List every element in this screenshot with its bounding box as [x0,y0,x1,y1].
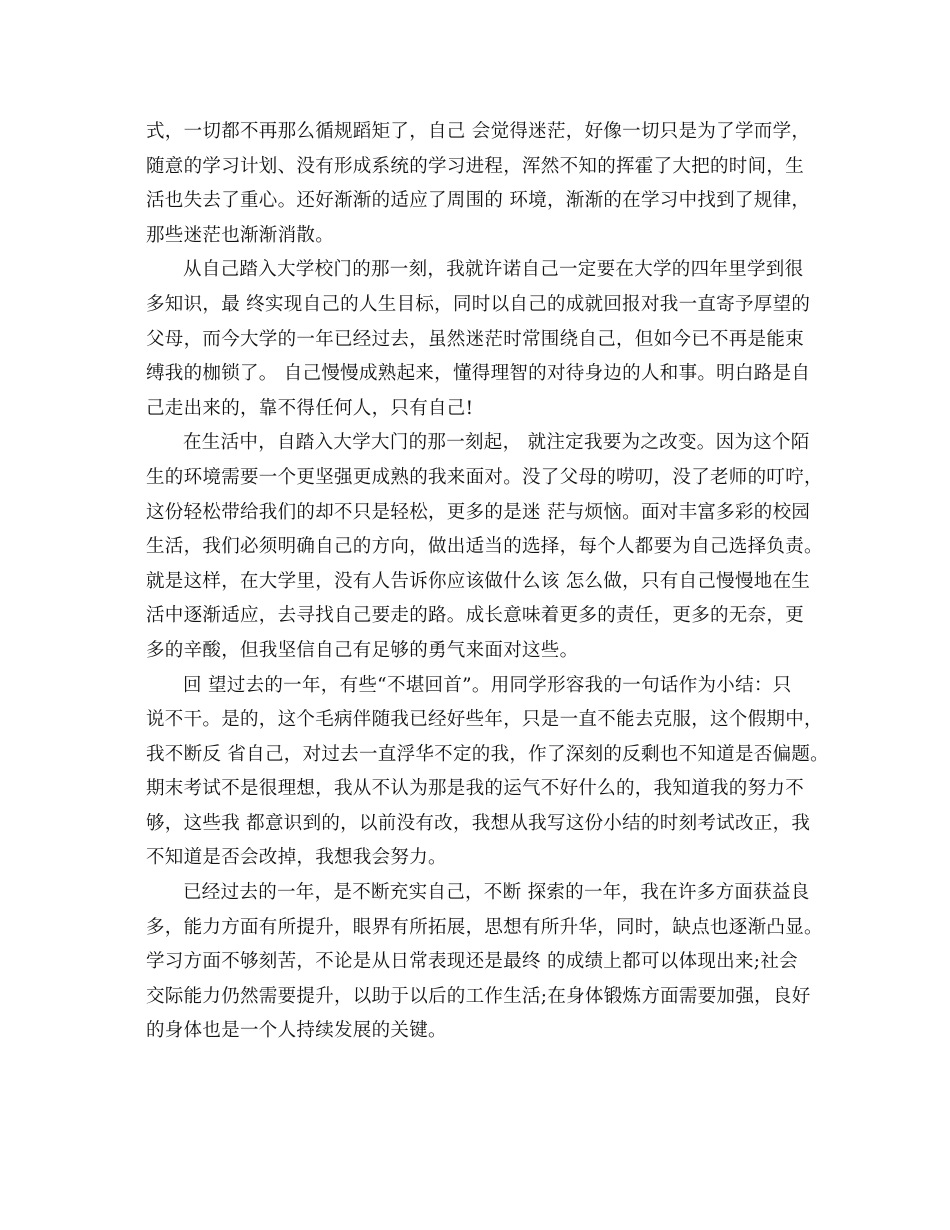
text-line: 学习方面不够刻苦，不论是从日常表现还是最终 的成绩上都可以体现出来;社会 [146,951,798,973]
text-line: 多，能力方面有所提升，眼界有所拓展，思想有所升华，同时，缺点也逐渐凸显。 [146,916,823,938]
body-text [146,115,829,1049]
paragraph-first-line: 在生活中，自踏入大学大门的那一刻起， 就注定我要为之改变。因为这个陌 [183,432,810,454]
text-line: 多知识，最 终实现自己的人生目标，同时以自己的成就回报对我一直寄予厚望的 [146,293,811,315]
text-line: 式，一切都不再那么循规蹈矩了，自己 会觉得迷茫，好像一切只是为了学而学， [146,121,811,142]
text-line: 生活，我们必须明确自己的方向，做出适当的选择，每个人都要为自己选择负责。 [146,536,823,558]
text-line: 就是这样，在大学里，没有人告诉你应该做什么该 怎么做，只有自己慢慢地在生 [146,570,811,592]
text-line: 己走出来的，靠不得任何人，只有自己! [146,397,474,419]
text-line: 的身体也是一个人持续发展的关键。 [146,1020,447,1042]
text-line: 多的辛酸，但我坚信自己有足够的勇气来面对这些。 [146,639,579,661]
text-line: 活中逐渐适应，去寻找自己要走的路。成长意味着更多的责任，更多的无奈，更 [146,605,805,627]
text-line: 活也失去了重心。还好渐渐的适应了周围的 环境，渐渐的在学习中找到了规律， [146,190,811,212]
text-line: 缚我的枷锁了。 自己慢慢成熟起来，懂得理智的对待身边的人和事。明白路是自 [146,363,811,385]
text-line: 说不干。是的，这个毛病伴随我已经好些年，只是一直不能去克服，这个假期中， [146,709,823,731]
paragraph-first-line: 从自己踏入大学校门的那一刻，我就许诺自己一定要在大学的四年里学到很 [183,259,804,281]
text-line: 交际能力仍然需要提升，以助于以后的工作生活;在身体锻炼方面需要加强，良好 [146,985,811,1007]
text-line: 这份轻松带给我们的却不只是轻松，更多的是迷 茫与烦恼。面对丰富多彩的校园 [146,501,811,523]
paragraph-first-line: 已经过去的一年，是不断充实自己，不断 探索的一年，我在许多方面获益良 [183,882,810,904]
text-line: 够，这些我 都意识到的，以前没有改，我想从我写这份小结的时刻考试改正，我 [146,812,811,834]
text-line: 随意的学习计划、没有形成系统的学习进程，浑然不知的挥霍了大把的时间，生 [146,155,805,177]
text-line: 我不断反 省自己，对过去一直浮华不定的我，作了深刻的反剩也不知道是否偏题。 [146,743,829,765]
paragraph-first-line: 回 望过去的一年，有些“不堪回首”。用同学形容我的一句话作为小结：只 [183,674,792,696]
text-line: 不知道是否会改掉，我想我会努力。 [146,847,447,869]
text-line: 期末考试不是很理想，我从不认为那是我的运气不好什么的，我知道我的努力不 [146,778,805,800]
text-line: 父母，而今大学的一年已经过去，虽然迷茫时常围绕自己，但如今已不再是能束 [146,328,805,350]
text-line: 生的环境需要一个更坚强更成熟的我来面对。没了父母的唠叨，没了老师的叮咛， [146,466,823,488]
text-line: 那些迷茫也渐渐消散。 [146,224,335,246]
